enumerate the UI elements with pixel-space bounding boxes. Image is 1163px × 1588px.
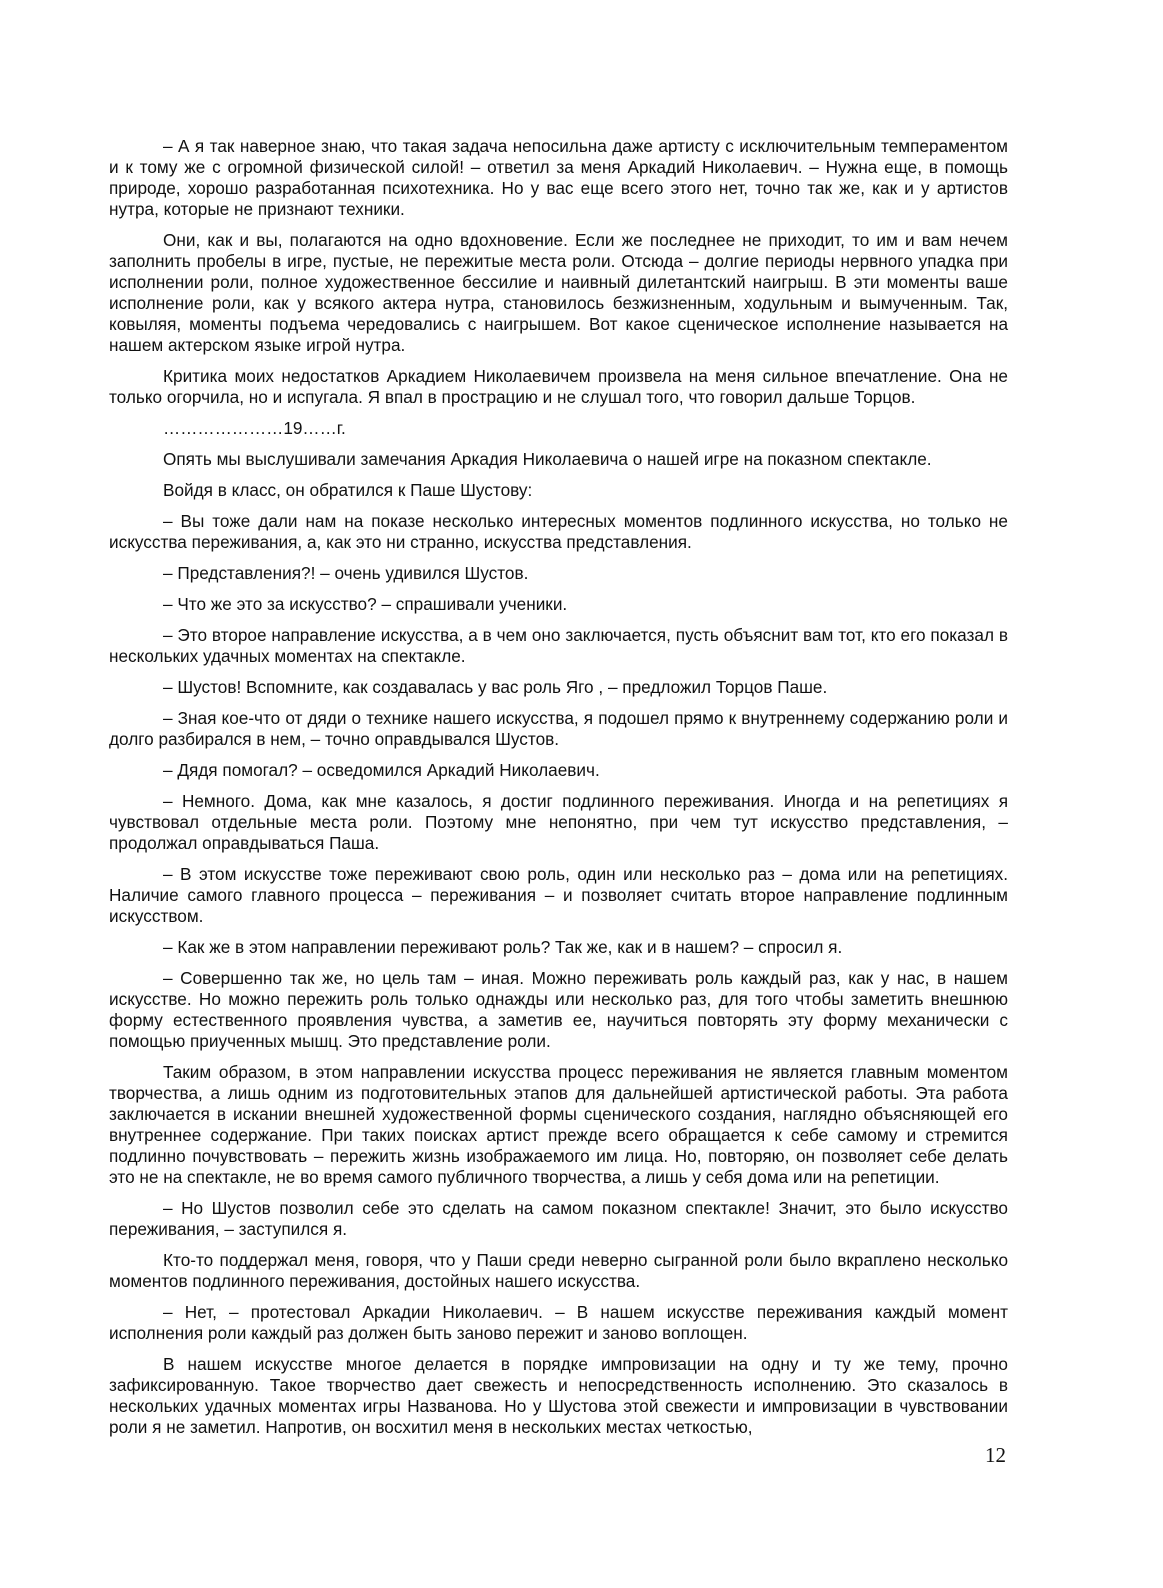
paragraph: – Вы тоже дали нам на показе несколько интересных моментов подлинного искусства, но только не искусства переживания, а, как это ни странно, искусства представления.: [109, 511, 1008, 552]
paragraph: – Совершенно так же, но цель там – иная. Можно переживать роль каждый раз, как у нас, в нашем искусстве. Но можно пережить роль только однажды или несколько раз, для того чтобы заметить внешнюю форму естественного проявления чувства, а заметив ее, научиться повторять эту форму механически с помощью приученных мышц. Это представление роли.: [109, 968, 1008, 1051]
paragraph: – Что же это за искусство? – спрашивали ученики.: [163, 594, 568, 614]
paragraph: Опять мы выслушивали замечания Аркадия Николаевича о нашей игре на показном спектакле.: [163, 449, 932, 469]
paragraph: В нашем искусстве многое делается в порядке импровизации на одну и ту же тему, прочно зафиксированную. Такое творчество дает свежесть и непосредственность исполнению. Это сказалось в нескольких удачных моментах игры Названова. Но у Шустова этой свежести и импровизации в чувствовании роли я не заметил. Напротив, он восхитил меня в нескольких местах четкостью,: [109, 1354, 1008, 1437]
page-number: 12: [985, 1443, 1006, 1467]
paragraph: – Нет, – протестовал Аркадии Николаевич. – В нашем искусстве переживания каждый момент исполнения роли каждый раз должен быть заново пережит и заново воплощен.: [109, 1302, 1008, 1343]
date-line: …………………19……г.: [163, 418, 346, 438]
paragraph: – В этом искусстве тоже переживают свою роль, один или несколько раз – дома или на репетициях. Наличие самого главного процесса – переживания – и позволяет считать второе направление подлинным искусством.: [109, 864, 1008, 926]
paragraph: – А я так наверное знаю, что такая задача непосильна даже артисту с исключительным темпераментом и к тому же с огромной физической силой! – ответил за меня Аркадий Николаевич. – Нужна еще, в помощь природе, хорошо разработанная психотехника. Но у вас еще всего этого нет, точно так же, как и у артистов нутра, которые не признают техники.: [109, 136, 1008, 219]
paragraph: Таким образом, в этом направлении искусства процесс переживания не является главным моментом творчества, а лишь одним из подготовительных этапов для дальнейшей артистической работы. Эта работа заключается в искании внешней художественной формы сценического создания, наглядно объясняющей его внутреннее содержание. При таких поисках артист прежде всего обращается к себе самому и стремится подлинно почувствовать – пережить жизнь изображаемого им лица. Но, повторяю, он позволяет себе делать это не на спектакле, не во время самого публичного творчества, а лишь у себя дома или на репетиции.: [109, 1062, 1008, 1187]
paragraph: – Немного. Дома, как мне казалось, я достиг подлинного переживания. Иногда и на репетициях я чувствовал отдельные места роли. Поэтому мне непонятно, при чем тут искусство представления, – продолжал оправдываться Паша.: [109, 791, 1008, 853]
paragraph: – Шустов! Вспомните, как создавалась у вас роль Яго , – предложил Торцов Паше.: [163, 677, 828, 697]
paragraph: Войдя в класс, он обратился к Паше Шустову:: [163, 480, 533, 500]
paragraph: Критика моих недостатков Аркадием Николаевичем произвела на меня сильное впечатление. Она не только огорчила, но и испугала. Я впал в прострацию и не слушал того, что говорил дальше Торцов.: [109, 366, 1008, 407]
paragraph: – Дядя помогал? – осведомился Аркадий Николаевич.: [163, 760, 600, 780]
paragraph: – Это второе направление искусства, а в чем оно заключается, пусть объяснит вам тот, кто его показал в нескольких удачных моментах на спектакле.: [109, 625, 1008, 666]
paragraph: – Зная кое-что от дяди о технике нашего искусства, я подошел прямо к внутреннему содержанию роли и долго разбирался в нем, – точно оправдывался Шустов.: [109, 708, 1008, 749]
paragraph: – Но Шустов позволил себе это сделать на самом показном спектакле! Значит, это было искусство переживания, – заступился я.: [109, 1198, 1008, 1239]
paragraph: – Как же в этом направлении переживают роль? Так же, как и в нашем? – спросил я.: [163, 937, 843, 957]
paragraph: – Представления?! – очень удивился Шустов.: [163, 563, 529, 583]
paragraph: Они, как и вы, полагаются на одно вдохновение. Если же последнее не приходит, то им и вам нечем заполнить пробелы в игре, пустые, не пережитые места роли. Отсюда – долгие периоды нервного упадка при исполнении роли, полное художественное бессилие и наивный дилетантский наигрыш. В эти моменты ваше исполнение роли, как у всякого актера нутра, становилось безжизненным, ходульным и вымученным. Так, ковыляя, моменты подъема чередовались с наигрышем. Вот какое сценическое исполнение называется на нашем актерском языке игрой нутра.: [109, 230, 1008, 355]
page-body: [109, 136, 1008, 1448]
paragraph: Кто-то поддержал меня, говоря, что у Паши среди неверно сыгранной роли было вкраплено несколько моментов подлинного переживания, достойных нашего искусства.: [109, 1250, 1008, 1291]
